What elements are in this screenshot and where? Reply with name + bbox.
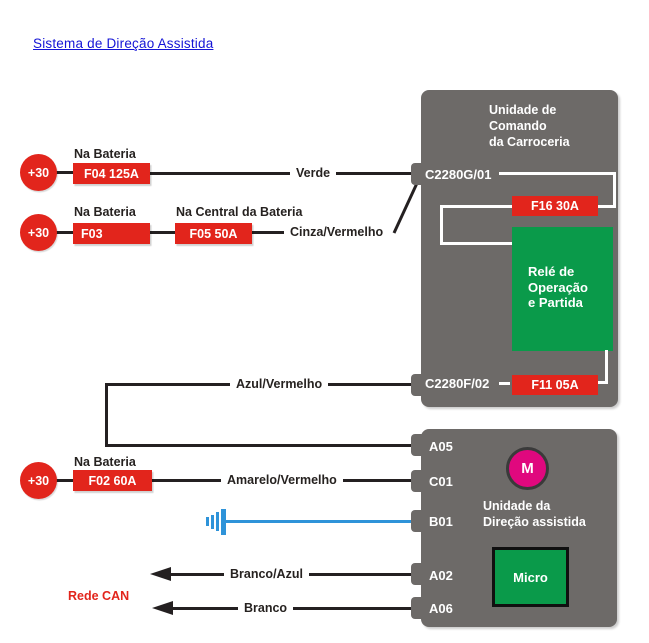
relay-label-line: e Partida	[528, 295, 583, 310]
wire-label-azul-vermelho: Azul/Vermelho	[230, 376, 328, 392]
can-network-label: Rede CAN	[68, 589, 130, 603]
pin-label-a02: A02	[429, 568, 453, 583]
wire-amarelo-segment	[54, 479, 74, 482]
connector-label-c2280g01: C2280G/01	[425, 167, 492, 182]
eps-title	[483, 498, 586, 530]
internal-wire-segment	[598, 381, 608, 384]
pin-label-b01: B01	[429, 514, 453, 529]
relay-label-line: Operação	[528, 279, 588, 295]
battery-terminal-30-icon: +30	[20, 462, 57, 499]
internal-wire-segment	[440, 205, 512, 208]
eps-title-line: Unidade da	[483, 499, 551, 513]
arrow-left-icon	[150, 567, 171, 581]
relay-label-line: Relé de	[528, 264, 575, 279]
location-label: Na Central da Bateria	[176, 205, 303, 219]
fuse-f02: F02 60A	[73, 470, 152, 491]
motor-icon: M	[506, 447, 549, 490]
internal-wire-segment	[440, 242, 512, 245]
wire-azul-vermelho-segment	[105, 383, 108, 447]
location-label: Na Bateria	[74, 147, 136, 161]
pin-label-a06: A06	[429, 601, 453, 616]
wire-label-cinza-vermelho: Cinza/Vermelho	[284, 224, 389, 240]
internal-wire-segment	[605, 350, 608, 384]
wire-cinza-segment	[150, 231, 175, 234]
wire-label-verde: Verde	[290, 165, 336, 181]
fuse-f05: F05 50A	[175, 223, 252, 244]
wire-cinza-segment	[54, 231, 74, 234]
wire-label-branco-azul: Branco/Azul	[224, 566, 309, 582]
eps-title-line: Direção assistida	[483, 515, 586, 529]
internal-wire-segment	[440, 205, 443, 245]
ground-icon	[216, 512, 219, 531]
pin-label-a05: A05	[429, 439, 453, 454]
fuse-f03: F03	[73, 223, 150, 244]
location-label: Na Bateria	[74, 205, 136, 219]
ground-icon	[221, 509, 226, 535]
wire-label-branco: Branco	[238, 600, 293, 616]
bcm-title-line: Comando	[489, 119, 547, 133]
internal-wire-segment	[499, 382, 510, 385]
wire-a05-segment	[105, 444, 413, 447]
battery-terminal-30-icon: +30	[20, 214, 57, 251]
relay-label	[528, 264, 588, 311]
location-label: Na Bateria	[74, 455, 136, 469]
bcm-title-line: da Carroceria	[489, 135, 570, 149]
internal-wire-segment	[613, 172, 616, 208]
internal-wire-segment	[499, 172, 616, 175]
bcm-title-line: Unidade de	[489, 103, 557, 117]
wire-verde-segment	[54, 171, 74, 174]
title-link[interactable]: Sistema de Direção Assistida	[33, 36, 214, 51]
bcm-title	[489, 102, 570, 150]
micro-box: Micro	[492, 547, 569, 607]
internal-wire-segment	[598, 205, 616, 208]
fuse-f04: F04 125A	[73, 163, 150, 184]
arrow-left-icon	[152, 601, 173, 615]
battery-terminal-30-icon: +30	[20, 154, 57, 191]
pin-label-c01: C01	[429, 474, 453, 489]
ground-icon	[211, 515, 214, 529]
wire-label-amarelo-vermelho: Amarelo/Vermelho	[221, 472, 343, 488]
wire-cinza-diagonal-segment	[388, 176, 422, 238]
fuse-f11: F11 05A	[512, 375, 598, 395]
wire-verde-segment	[150, 172, 413, 175]
ground-icon	[206, 517, 209, 526]
connector-label-c2280f02: C2280F/02	[425, 376, 490, 391]
fuse-f16: F16 30A	[512, 196, 598, 216]
wire-ground-b01-segment	[226, 520, 413, 523]
